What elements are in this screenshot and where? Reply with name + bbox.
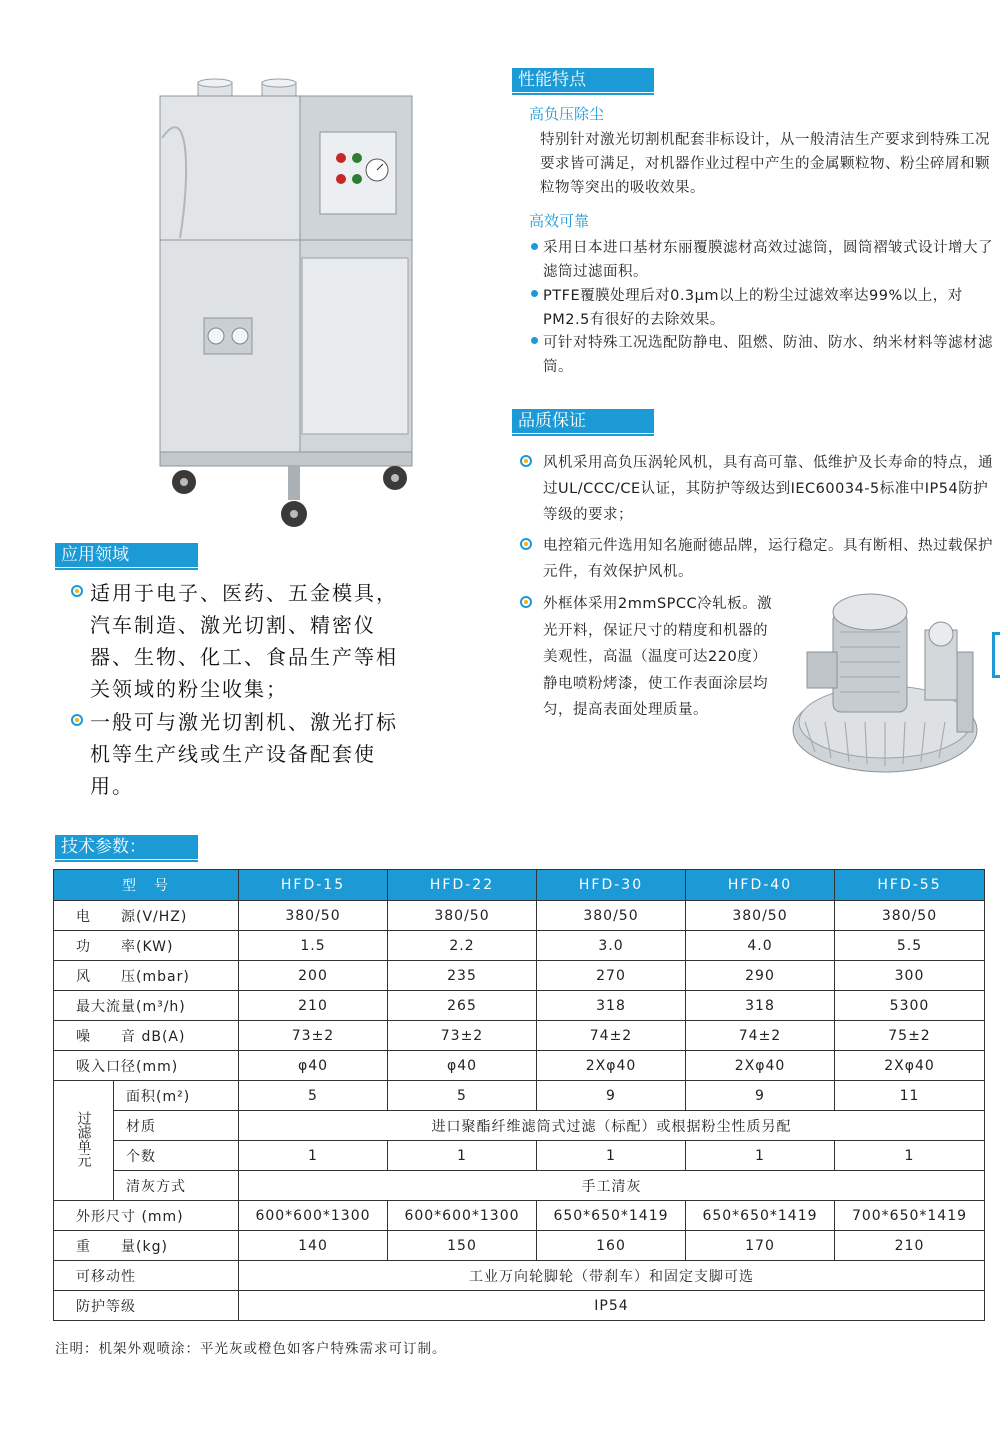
cell: 1 bbox=[686, 1141, 835, 1171]
spec-row-cleaning bbox=[54, 1171, 985, 1201]
spec-row-mobility bbox=[54, 1261, 985, 1291]
cell: 265 bbox=[388, 991, 537, 1021]
cell: 318 bbox=[537, 991, 686, 1021]
spec-row-power bbox=[54, 931, 985, 961]
row-label: 吸入口径(mm) bbox=[54, 1051, 239, 1081]
cell: 1 bbox=[537, 1141, 686, 1171]
cell: 380/50 bbox=[835, 901, 985, 931]
cell: 650*650*1419 bbox=[686, 1201, 835, 1231]
spec-row-filter-count bbox=[54, 1141, 985, 1171]
cell: 5.5 bbox=[835, 931, 985, 961]
model-cell: HFD-15 bbox=[239, 870, 388, 901]
merged-cell: 工业万向轮脚轮（带刹车）和固定支脚可选 bbox=[239, 1261, 985, 1291]
row-label: 清灰方式 bbox=[114, 1171, 239, 1201]
row-label: 外形尺寸 (mm) bbox=[54, 1201, 239, 1231]
cell: 1 bbox=[835, 1141, 985, 1171]
row-label: 重 量(kg) bbox=[54, 1231, 239, 1261]
spec-row-inlet bbox=[54, 1051, 985, 1081]
filter-group-label bbox=[54, 1081, 114, 1201]
cell: 140 bbox=[239, 1231, 388, 1261]
cell: 160 bbox=[537, 1231, 686, 1261]
bullet-dot bbox=[531, 337, 538, 344]
cell: 1 bbox=[388, 1141, 537, 1171]
cell: 3.0 bbox=[537, 931, 686, 961]
cell: 73±2 bbox=[239, 1021, 388, 1051]
model-cell: HFD-40 bbox=[686, 870, 835, 901]
bullet-dot bbox=[531, 243, 538, 250]
cell: φ40 bbox=[239, 1051, 388, 1081]
cell: 4.0 bbox=[686, 931, 835, 961]
cell: 380/50 bbox=[537, 901, 686, 931]
spec-row-dimensions bbox=[54, 1201, 985, 1231]
cell: 2Xφ40 bbox=[686, 1051, 835, 1081]
cell: 210 bbox=[835, 1231, 985, 1261]
cell: 270 bbox=[537, 961, 686, 991]
cell: 75±2 bbox=[835, 1021, 985, 1051]
model-cell: HFD-22 bbox=[388, 870, 537, 901]
features-bullet-2: PTFE覆膜处理后对0.3μm以上的粉尘过滤效率达99%以上，对PM2.5有很好的去除效果。 bbox=[543, 288, 963, 328]
dust-collector-illustration bbox=[150, 78, 430, 534]
quality-item-1: 风机采用高负压涡轮风机，具有高可靠、低维护及长寿命的特点，通过UL/CCC/CE认证，其防护等级达到IEC60034-5标准中IP54防护等级的要求； bbox=[543, 455, 993, 523]
page-edge-tab bbox=[992, 632, 1000, 678]
cell: 300 bbox=[835, 961, 985, 991]
cell: 150 bbox=[388, 1231, 537, 1261]
bullet-ring bbox=[520, 455, 532, 467]
bullet-ring bbox=[520, 538, 532, 550]
spec-note: 注明：机架外观喷涂：平光灰或橙色如客户特殊需求可订制。 bbox=[55, 1341, 447, 1357]
row-label: 风 压(mbar) bbox=[54, 961, 239, 991]
cell: 73±2 bbox=[388, 1021, 537, 1051]
cell: 2Xφ40 bbox=[537, 1051, 686, 1081]
cell: 235 bbox=[388, 961, 537, 991]
application-item-2: 一般可与激光切割机、激光打标机等生产线或生产设备配套使用。 bbox=[90, 710, 398, 798]
features-bullet-3: 可针对特殊工况选配防静电、阻燃、防油、防水、纳米材料等滤材滤筒。 bbox=[543, 335, 993, 375]
merged-cell: 进口聚酯纤维滤筒式过滤（标配）或根据粉尘性质另配 bbox=[239, 1111, 985, 1141]
features-sub-efficient: 高效可靠 bbox=[529, 212, 590, 230]
spec-row-filter-area bbox=[54, 1081, 985, 1111]
spec-row-max-flow bbox=[54, 991, 985, 1021]
cell: 11 bbox=[835, 1081, 985, 1111]
cell: 5 bbox=[239, 1081, 388, 1111]
cell: 600*600*1300 bbox=[388, 1201, 537, 1231]
spec-table bbox=[53, 869, 985, 1321]
cell: 2Xφ40 bbox=[835, 1051, 985, 1081]
row-label: 电 源(V/HZ) bbox=[54, 901, 239, 931]
cell: 170 bbox=[686, 1231, 835, 1261]
spec-row-noise bbox=[54, 1021, 985, 1051]
filter-group-text: 过滤单元 bbox=[75, 1110, 92, 1167]
row-label: 功 率(KW) bbox=[54, 931, 239, 961]
cell: 1 bbox=[239, 1141, 388, 1171]
model-cell: HFD-30 bbox=[537, 870, 686, 901]
cell: 74±2 bbox=[686, 1021, 835, 1051]
merged-cell: IP54 bbox=[239, 1291, 985, 1321]
cell: 200 bbox=[239, 961, 388, 991]
cell: 380/50 bbox=[388, 901, 537, 931]
cell: 700*650*1419 bbox=[835, 1201, 985, 1231]
row-label: 防护等级 bbox=[54, 1291, 239, 1321]
application-section-title: 应用领域 bbox=[55, 543, 198, 567]
bullet-ring bbox=[71, 585, 83, 597]
merged-cell: 手工清灰 bbox=[239, 1171, 985, 1201]
row-label: 最大流量(m³/h) bbox=[54, 991, 239, 1021]
application-item-1: 适用于电子、医药、五金模具，汽车制造、激光切割、精密仪器、生物、化工、食品生产等相关领域的粉尘收集； bbox=[90, 581, 398, 701]
spec-row-filter-material bbox=[54, 1111, 985, 1141]
features-paragraph: 特别针对激光切割机配套非标设计，从一般清洁生产要求到特殊工况要求皆可满足，对机器作业过程中产生的金属颗粒物、粉尘碎屑和颗粒物等突出的吸收效果。 bbox=[540, 132, 990, 196]
cell: 318 bbox=[686, 991, 835, 1021]
spec-section-title: 技术参数： bbox=[55, 835, 198, 859]
cell: 290 bbox=[686, 961, 835, 991]
quality-item-3: 外框体采用2mmSPCC冷轧板。激光开料，保证尺寸的精度和机器的美观性，高温（温度可达220度）静电喷粉烤漆，使工作表面涂层均匀，提高表面处理质量。 bbox=[543, 596, 773, 718]
features-section-title: 性能特点 bbox=[512, 68, 654, 92]
bullet-ring bbox=[520, 596, 532, 608]
cell: 380/50 bbox=[686, 901, 835, 931]
cell: 650*650*1419 bbox=[537, 1201, 686, 1231]
spec-row-weight bbox=[54, 1231, 985, 1261]
cell: 210 bbox=[239, 991, 388, 1021]
row-label: 噪 音 dB(A) bbox=[54, 1021, 239, 1051]
row-label: 个数 bbox=[114, 1141, 239, 1171]
quality-item-2: 电控箱元件选用知名施耐德品牌，运行稳定。具有断相、热过载保护元件，有效保护风机。 bbox=[543, 538, 993, 580]
row-label: 材质 bbox=[114, 1111, 239, 1141]
spec-header-row bbox=[54, 870, 985, 901]
cell: 1.5 bbox=[239, 931, 388, 961]
spec-row-protection bbox=[54, 1291, 985, 1321]
cell: 5300 bbox=[835, 991, 985, 1021]
features-bullet-1: 采用日本进口基材东丽覆膜滤材高效过滤筒，圆筒褶皱式设计增大了滤筒过滤面积。 bbox=[543, 240, 993, 280]
quality-section-title: 品质保证 bbox=[512, 409, 654, 433]
cell: 9 bbox=[686, 1081, 835, 1111]
row-label: 面积(m²) bbox=[114, 1081, 239, 1111]
cell: 600*600*1300 bbox=[239, 1201, 388, 1231]
cell: φ40 bbox=[388, 1051, 537, 1081]
features-sub-high-pressure: 高负压除尘 bbox=[529, 105, 605, 123]
row-label: 可移动性 bbox=[54, 1261, 239, 1291]
bullet-dot bbox=[531, 290, 538, 297]
model-cell: HFD-55 bbox=[835, 870, 985, 901]
cell: 5 bbox=[388, 1081, 537, 1111]
model-header: 型 号 bbox=[54, 870, 239, 901]
cell: 2.2 bbox=[388, 931, 537, 961]
cell: 9 bbox=[537, 1081, 686, 1111]
spec-row-power-supply bbox=[54, 901, 985, 931]
bullet-ring bbox=[71, 714, 83, 726]
spec-row-pressure bbox=[54, 961, 985, 991]
cell: 74±2 bbox=[537, 1021, 686, 1051]
blower-illustration bbox=[785, 582, 985, 782]
cell: 380/50 bbox=[239, 901, 388, 931]
